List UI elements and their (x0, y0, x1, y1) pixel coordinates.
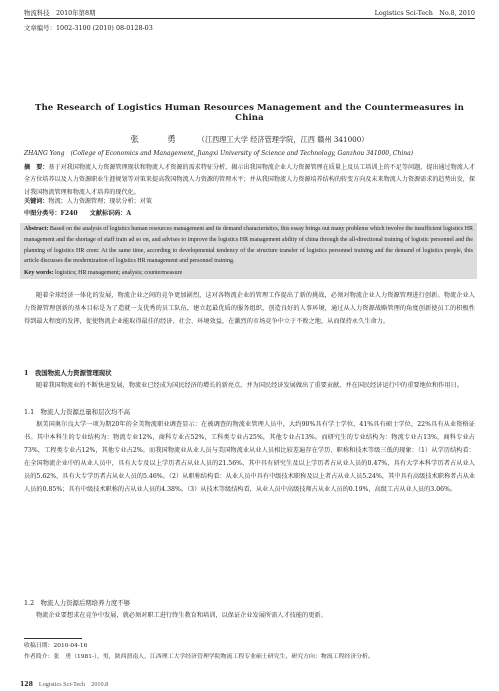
keywords-english (24, 270, 473, 276)
keywords-en-text: logistics; HR management; analysis; countermeasure (55, 270, 183, 276)
section-1-2-heading: 1.2 物流人力资源后期培养力度不够 (24, 599, 131, 607)
page-number: 128 (20, 681, 33, 688)
paper-title: The Research of Logistics Human Resources Management and the Countermeasures in China (34, 103, 465, 123)
header-rule (24, 18, 475, 19)
abstract-en-label: Abstract: (24, 226, 49, 232)
header-left: 物流科技 2010年第8期 (24, 9, 96, 17)
author-english: ZHANG Yong (College of Economics and Management, Jiangxi University of Science and Technology, Ganzhou 341000, China) (24, 150, 414, 157)
section-1-1-heading: 1.1 物流人力资源总量和层次均不高 (24, 408, 131, 416)
section-1-2-paragraph: 物流企业要想求在竞争中发展，就必须对职工进行终生教育和培训，以保证企业发展所需人才技能的更新。 (36, 612, 327, 619)
header-right: Logistics Sci-Tech No.8, 2010 (374, 9, 475, 17)
author-name: 张 勇 (130, 134, 186, 144)
article-number: 文章编号：1002-3100 (2010) 08-0128-03 (24, 24, 153, 32)
section-1-heading: 1 我国物流人力资源管理现状 (24, 369, 112, 377)
footnote-received: 收稿日期：2010-04-16 (24, 643, 88, 649)
abstract-chinese (24, 162, 475, 199)
abstract-cn-label: 摘 要： (24, 164, 49, 171)
abstract-english (24, 224, 473, 267)
page-footer (20, 679, 108, 688)
keywords-chinese (24, 196, 475, 205)
keywords-cn-label: 关键词： (24, 198, 49, 205)
keywords-cn-text: 物流；人力资源管理；现状分析；对策 (48, 198, 152, 205)
footnote-rule (24, 638, 82, 639)
author-chinese (24, 133, 475, 145)
footnote (24, 641, 475, 663)
classification-line: 中图分类号：F240 文献标识码：A (24, 210, 132, 217)
section-1-paragraph: 随着我国物流业的不断快速发展，物流业已经成为国民经济的增长的新亮点，并为国民经济发展做出了重要贡献，并在国民经济运行中的重要地位和作用日。 (36, 382, 463, 389)
intro-paragraph: 随着全球经济一体化的发展，物流企业之间的竞争更加剧烈，这对各物流企业的管理工作提出了新的挑战，必须对物流企业人力资源管理进行创新。物流企业人力资源管理创新的基本目标是为了造就一支优秀的员工队伍，建立起最优质的服务组织，创造良好的人事环境，通过从人力资源战略管理的角度创新使员工的积极性得到最大程度的发挥，促使物流企业能取得最佳的经济、社会、环境效益，在激烈的市场竞争中立于不败之地，从而保持永久生命力。 (24, 292, 475, 325)
footnote-author: 作者简介：张 勇（1981-），男，陕西渭南人，江西理工大学经济管理学院物流工程专业硕士研究生，研究方向：物流工程经济分析。 (24, 654, 374, 660)
abstract-en-text: Based on the analysis of logistics human resources management and its demand characteristics, this essay brings out many problems which involve the insufficient logistics HR management and the shortage of staff train ad so on, and advises to improve the logistics HR management ability of china through the all-directional training of logistic personnel and the planning of logistics HR creer. At the same time, according to developmental tendency of the structure transfer of logistics personnel training and the demand of logistics people, this article discusses the modernization of logistics HR management and personnel training. (24, 226, 474, 265)
abstract-cn-text: 基于对我国物流人力资源管理现状和物流人才资源的需求特征分析，揭示出我国物流企业人力资源管理在质量上及员工培训上的不足等问题，提出通过物流人才全方位培养以及人力资源职业生涯规划等对策来提高我国物流人力资源的管理水平；并从我国物流人力资源培养结构的转变方向及未来物流人力资源需求的趋势出发，探讨我国物流管理和物流人才培养的现代化。 (24, 164, 476, 196)
author-affiliation: （江西理工大学 经济管理学院，江西 赣州 341000） (197, 135, 369, 144)
journal-footer: Logistics Sci-Tech 2010.8 (38, 681, 109, 688)
keywords-en-label: Key words: (24, 270, 54, 276)
section-1-1-paragraph: 据美国奥尔良大学一项为期20年的全美物流职业调查显示：在被调查的物流业管理人员中，大约90%具有学士学位，41%具有硕士学位，22%具有从业资格证书。其中本科生的专业结构为：物流专业12%，商科专业占52%，工科类专业占25%，其他专业占13%。而研究生的专业结构为：物流专业占13%，商科专业占73%，工程类专业占12%，其他专业占2%。而我国物流业从业人员与美国物流业从业人员相比较差遍存在学历、职称和技术等级三低的现象：（1）从学历结构看：在全国物流企业中的从业人员中，具有大专及以上学历者占从业人员的21.56%，其中具有研究生及以上学历者占从业人员的0.47%，具有大学本科学历者占从业人员的5.62%，具有大专学历者占从业人员的5.46%。（2）从职称结构看：从业人员中具有中级技术职称及以上者占从业人员5.24%，其中具有高级技术职称者占从业人员的0.85%；具有中级技术职称的占从业人员的4.38%。（3）从技术等级结构看，从业人员中高级技师占从业人员的0.19%，高级工占从业人员的3.06%。 (24, 421, 475, 493)
